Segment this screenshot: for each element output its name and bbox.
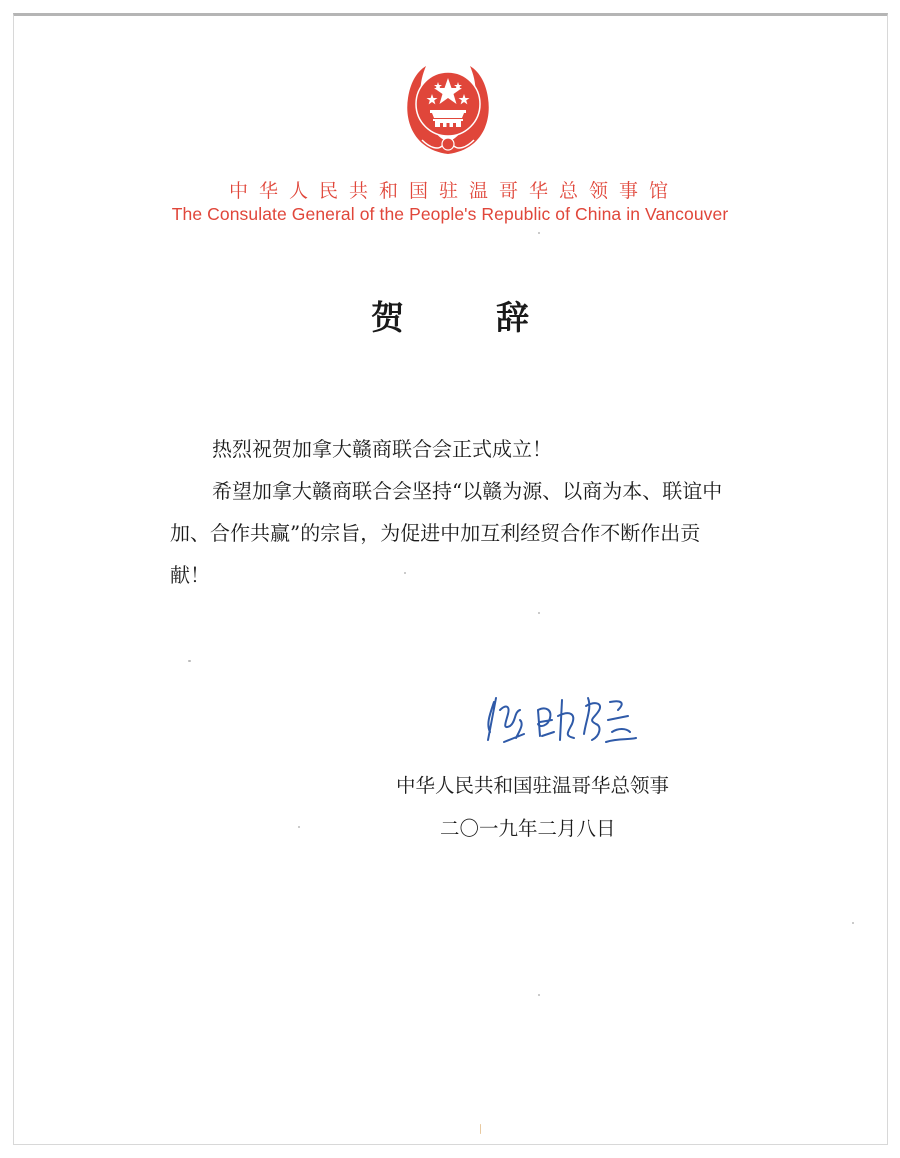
letterhead-english: The Consulate General of the People's Republic of China in Vancouver [171,204,729,224]
letterhead-chinese: 中华人民共和国驻温哥华总领事馆 [228,180,679,202]
scan-speck [404,572,406,574]
scan-speck [480,1124,481,1134]
handwritten-signature-icon [480,680,650,760]
letter-date: 二〇一九年二月八日 [440,817,616,840]
signatory-organization: 中华人民共和国驻温哥华总领事 [396,774,670,797]
document-title [0,292,900,339]
scan-speck [538,232,540,234]
body-paragraph-2: 希望加拿大赣商联合会坚持“以赣为源、以商为本、联谊中加、合作共赢”的宗旨，为促进中加互利经贸合作不断作出贡献！ [170,479,723,587]
scan-speck [852,922,854,924]
title-char-2: 辞 [496,298,529,337]
national-emblem-icon [402,58,494,158]
scan-speck [538,612,540,614]
body-paragraph-1: 热烈祝贺加拿大赣商联合会正式成立！ [212,437,552,461]
scan-speck [538,994,540,996]
title-char-1: 贺 [371,298,404,337]
scan-speck [188,660,191,662]
scan-speck [298,826,300,828]
